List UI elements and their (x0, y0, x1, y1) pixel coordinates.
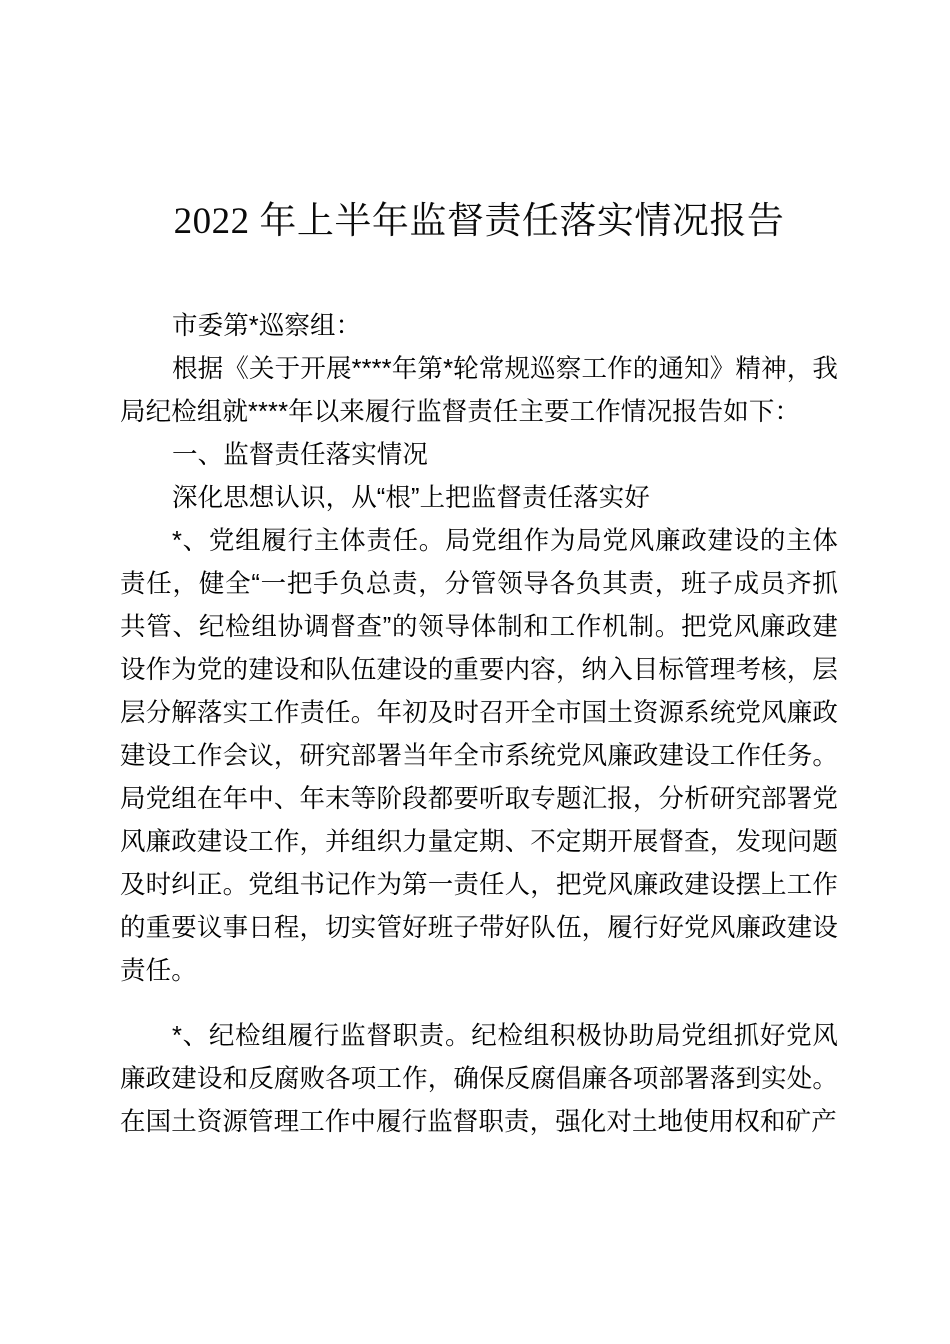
salutation-line: 市委第*巡察组： (172, 312, 362, 340)
intro-paragraph: 根据《关于开展****年第*轮常规巡察工作的通知》精神，我局纪检组就****年以来履行监督责任主要工作情况报告如下： (120, 355, 838, 426)
body-paragraph-party-group-duty: *、党组履行主体责任。局党组作为局党风廉政建设的主体责任，健全“一把手负总责，分管领导各负其责，班子成员齐抓共管、纪检组协调督查”的领导体制和工作机制。把党风廉政建设作为党的建设和队伍建设的重要内容，纳入目标管理考核，层层分解落实工作责任。年初及时召开全市国土资源系统党风廉政建设工作会议，研究部署当年全市系统党风廉政建设工作任务。局党组在年中、年末等阶段都要听取专题汇报，分析研究部署党风廉政建设工作，并组织力量定期、不定期开展督查，发现问题及时纠正。党组书记作为第一责任人，把党风廉政建设摆上工作的重要议事日程，切实管好班子带好队伍，履行好党风廉政建设责任。 (120, 527, 838, 985)
page-title: 2022 年上半年监督责任落实情况报告 (173, 201, 785, 242)
document-body (120, 195, 838, 1144)
section-subheading-one: 深化思想认识，从“根”上把监督责任落实好 (172, 484, 650, 512)
paragraph-container (120, 305, 838, 1144)
body-paragraph-discipline-team-duty: *、纪检组履行监督职责。纪检组积极协助局党组抓好党风廉政建设和反腐败各项工作，确保反腐倡廉各项部署落到实处。在国土资源管理工作中履行监督职责，强化对土地使用权和矿产 (120, 1022, 838, 1136)
section-heading-one: 一、监督责任落实情况 (172, 441, 429, 469)
